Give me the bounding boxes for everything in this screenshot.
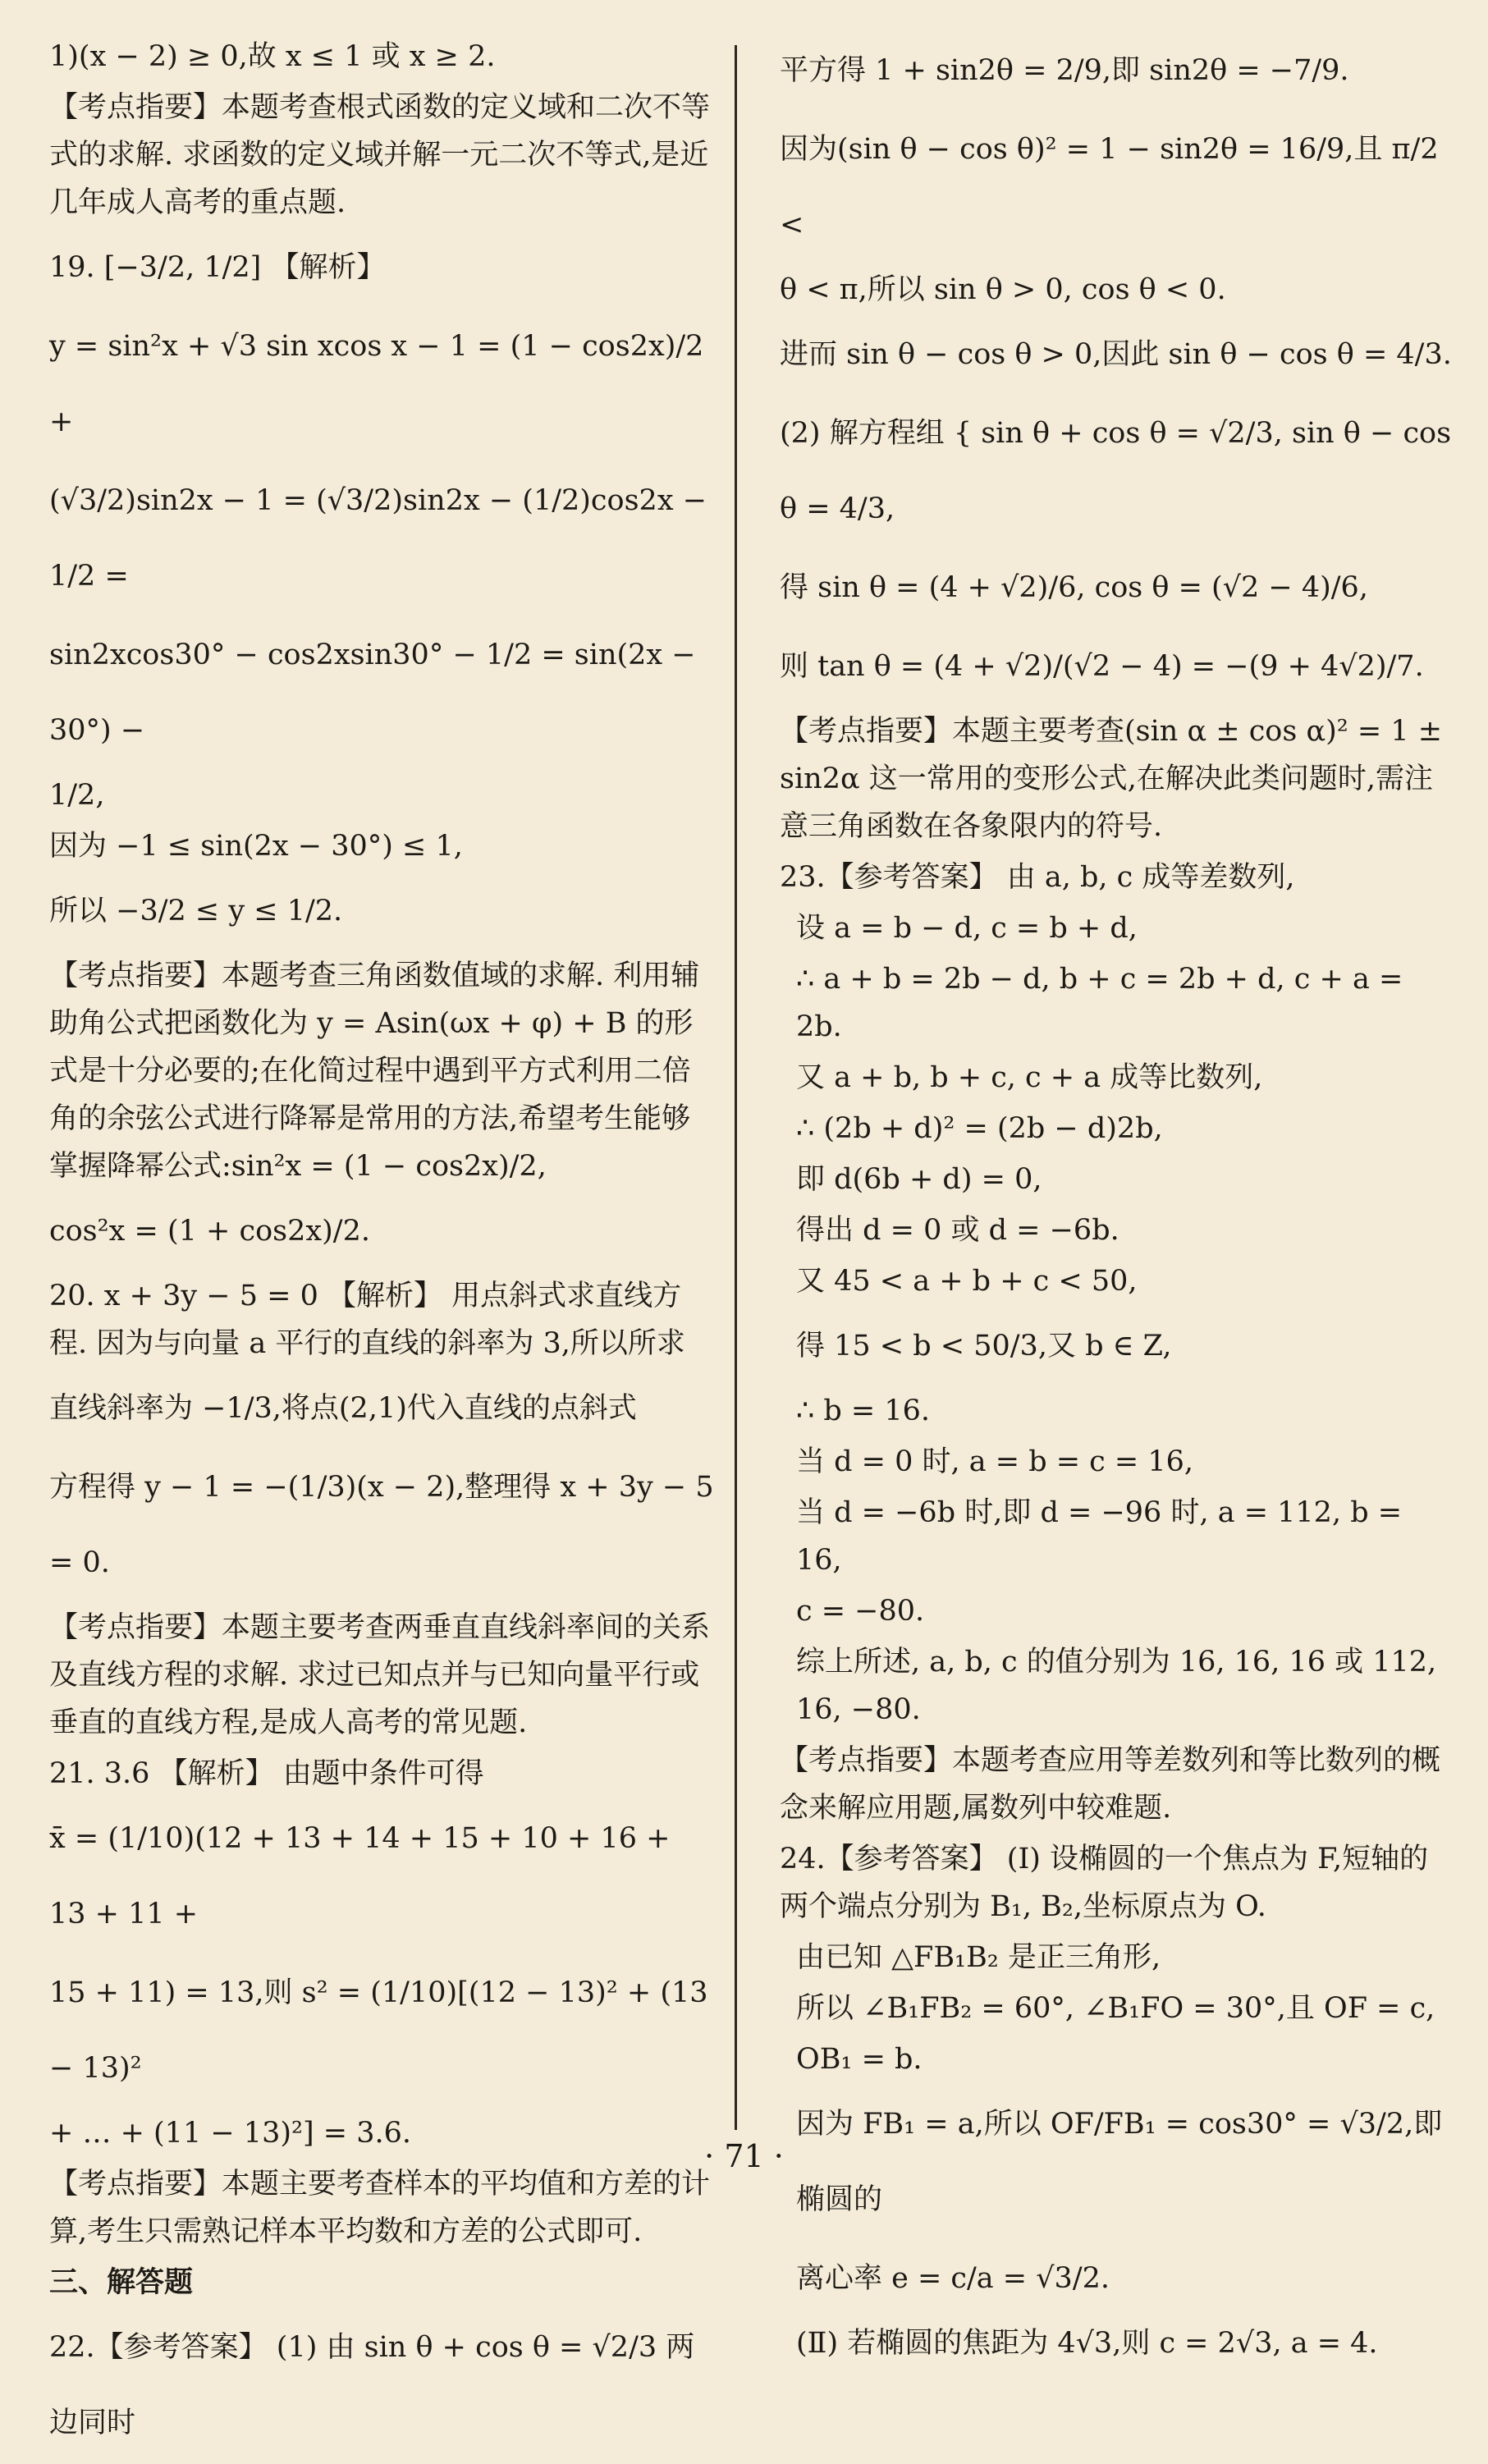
text-line: θ < π,所以 sin θ > 0, cos θ < 0.: [780, 273, 1226, 306]
problem-24-heading: 24.【参考答案】 (Ⅰ) 设椭圆的一个焦点为 F,短轴的两个端点分别为 B₁, B₂,坐标原点为 O.: [780, 1843, 1429, 1923]
problem-22-heading: 22.【参考答案】 (1) 由 sin θ + cos θ = √2/3 两边同时: [49, 2331, 695, 2439]
formula-line: cos²x = (1 + cos2x)/2.: [49, 1215, 370, 1248]
text-line: 得 15 < b < 50/3,又 b ∈ Z,: [796, 1330, 1172, 1363]
text-line: 即 d(6b + d) = 0,: [796, 1163, 1042, 1196]
text-line: ∴ (2b + d)² = (2b − d)2b,: [796, 1112, 1163, 1145]
formula-line: 则 tan θ = (4 + √2)/(√2 − 4) = −(9 + 4√2)/7.: [780, 650, 1424, 683]
formula-line: 因为(sin θ − cos θ)² = 1 − sin2θ = 16/9,且 π/2 <: [780, 133, 1439, 241]
key-point-paragraph: 【考点指要】本题主要考查(sin α ± cos α)² = 1 ± sin2α 这一常用的变形公式,在解决此类问题时,需注意三角函数在各象限内的符号.: [780, 715, 1443, 843]
text-line: (Ⅱ) 若椭圆的焦距为 4√3,则 c = 2√3, a = 4.: [796, 2327, 1378, 2360]
text-line: 直线斜率为 −1/3,将点(2,1)代入直线的点斜式: [49, 1392, 637, 1425]
text-line: 所以 ∠B₁FB₂ = 60°, ∠B₁FO = 30°,且 OF = c,: [796, 1992, 1435, 2025]
formula-line: + … + (11 − 13)²] = 3.6.: [49, 2117, 412, 2150]
formula-line: 因为 FB₁ = a,所以 OF/FB₁ = cos30° = √3/2,即椭圆的: [796, 2108, 1443, 2216]
text-line: 当 d = 0 时, a = b = c = 16,: [796, 1445, 1194, 1478]
formula-line: sin2xcos30° − cos2xsin30° − 1/2 = sin(2x − 30°) −: [49, 639, 696, 747]
text-line: 又 45 < a + b + c < 50,: [796, 1265, 1138, 1298]
formula-line: x̄ = (1/10)(12 + 13 + 14 + 15 + 10 + 16 + 13 + 11 +: [49, 1822, 671, 1930]
equation-system: (2) 解方程组 { sin θ + cos θ = √2/3, sin θ − cos θ = 4/3,: [780, 417, 1452, 525]
formula-line: 15 + 11) = 13,则 s² = (1/10)[(12 − 13)² + (13 − 13)²: [49, 1976, 708, 2085]
text-line: c = −80.: [796, 1595, 925, 1628]
column-divider: [735, 45, 737, 2130]
text-line: 得出 d = 0 或 d = −6b.: [796, 1214, 1119, 1247]
formula-line: (√3/2)sin2x − 1 = (√3/2)sin2x − (1/2)cos2x − 1/2 =: [49, 484, 707, 593]
key-point-paragraph: 【考点指要】本题主要考查样本的平均值和方差的计算,考生只需熟记样本平均数和方差的公式即可.: [49, 2168, 711, 2248]
key-point-paragraph: 【考点指要】本题主要考查两垂直直线斜率间的关系及直线方程的求解. 求过已知点并与已知向量平行或垂直的直线方程,是成人高考的常见题.: [49, 1611, 711, 1739]
formula-line: 1/2,: [49, 779, 105, 812]
text-line: ∴ a + b = 2b − d, b + c = 2b + d, c + a = 2b.: [796, 963, 1403, 1043]
problem-19-heading: 19. [−3/2, 1/2] 【解析】: [49, 251, 386, 284]
formula-line: 得 sin θ = (4 + √2)/6, cos θ = (√2 − 4)/6,: [780, 571, 1368, 604]
text-line: 又 a + b, b + c, c + a 成等比数列,: [796, 1061, 1263, 1094]
section-heading: 三、解答题: [49, 2265, 194, 2299]
page-number: · 71 ·: [704, 2138, 784, 2174]
key-point-paragraph: 【考点指要】本题考查应用等差数列和等比数列的概念来解应用题,属数列中较难题.: [780, 1744, 1441, 1825]
text-line: 设 a = b − d, c = b + d,: [796, 912, 1138, 945]
problem-20-heading: 20. x + 3y − 5 = 0 【解析】 用点斜式求直线方程. 因为与向量 a 平行的直线的斜率为 3,所以所求: [49, 1280, 685, 1360]
formula-line: 平方得 1 + sin2θ = 2/9,即 sin2θ = −7/9.: [780, 54, 1349, 87]
right-column: [780, 33, 1453, 2370]
problem-21-heading: 21. 3.6 【解析】 由题中条件可得: [49, 1757, 484, 1790]
text-line: 当 d = −6b 时,即 d = −96 时, a = 112, b = 16,: [796, 1496, 1403, 1577]
problem-23-heading: 23.【参考答案】 由 a, b, c 成等差数列,: [780, 861, 1295, 894]
formula-line: 离心率 e = c/a = √3/2.: [796, 2262, 1110, 2295]
key-point-paragraph: 【考点指要】本题考查根式函数的定义域和二次不等式的求解. 求函数的定义域并解一元二次不等式,是近几年成人高考的重点题.: [49, 91, 711, 219]
text-line: 由已知 △FB₁B₂ 是正三角形,: [796, 1941, 1161, 1974]
text-line: OB₁ = b.: [796, 2043, 923, 2076]
text-line: 1)(x − 2) ≥ 0,故 x ≤ 1 或 x ≥ 2.: [49, 40, 496, 73]
left-column: [49, 33, 714, 2464]
key-point-paragraph: 【考点指要】本题考查三角函数值域的求解. 利用辅助角公式把函数化为 y = Asin(ωx + φ) + B 的形式是十分必要的;在化简过程中遇到平方式利用二倍角的余弦公式进行降幂是常用的方法,希望考生能够掌握降幂公式:sin²x = (1 − cos2x)/2,: [49, 959, 700, 1183]
text-line: 因为 −1 ≤ sin(2x − 30°) ≤ 1,: [49, 830, 463, 863]
text-line: 进而 sin θ − cos θ > 0,因此 sin θ − cos θ = 4/3.: [780, 338, 1452, 371]
text-line: 综上所述, a, b, c 的值分别为 16, 16, 16 或 112, 16, −80.: [796, 1646, 1437, 1726]
text-line: 方程得 y − 1 = −(1/3)(x − 2),整理得 x + 3y − 5 = 0.: [49, 1471, 714, 1579]
text-line: 所以 −3/2 ≤ y ≤ 1/2.: [49, 895, 343, 927]
text-line: ∴ b = 16.: [796, 1395, 931, 1427]
formula-line: y = sin²x + √3 sin xcos x − 1 = (1 − cos2x)/2 +: [49, 330, 704, 438]
